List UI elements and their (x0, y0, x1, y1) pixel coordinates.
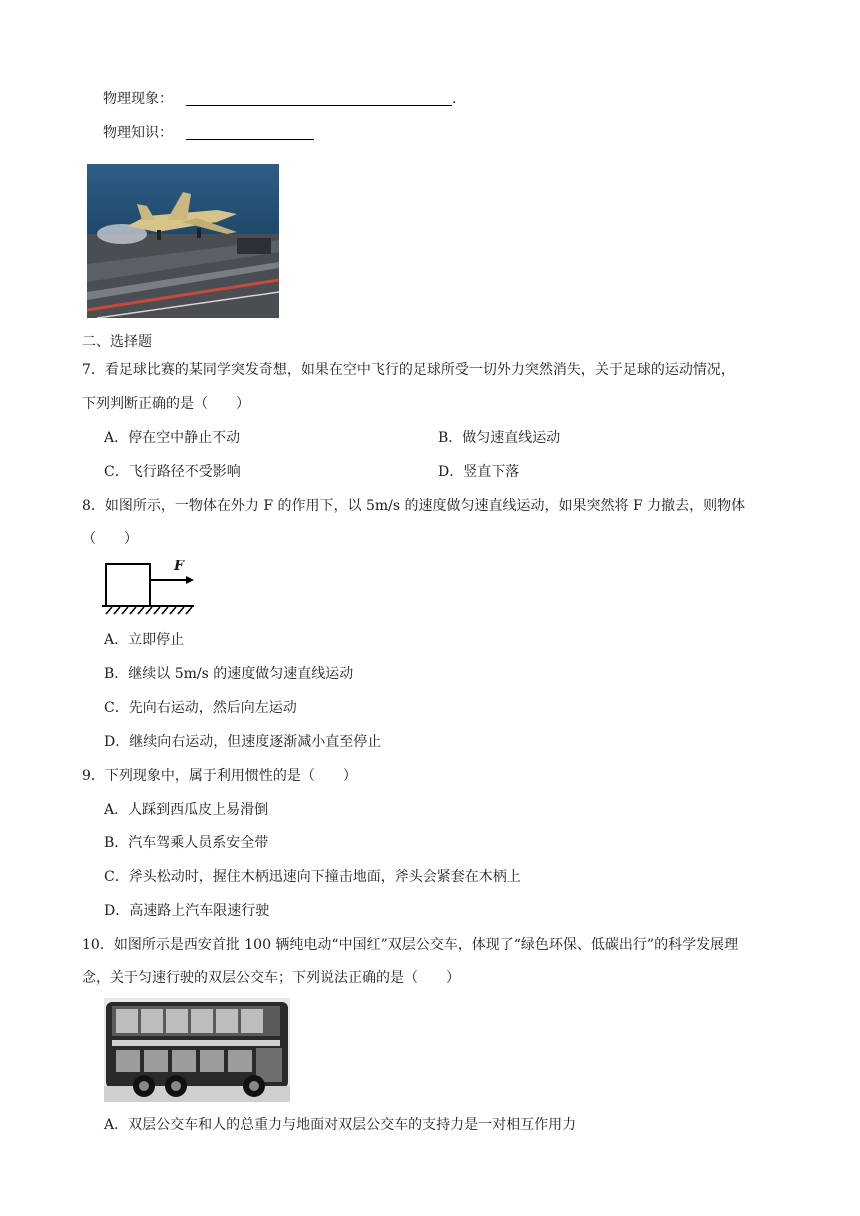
knowledge-label: 物理知识： (103, 125, 173, 141)
question-7-option-a[interactable]: A．停在空中静止不动 (104, 430, 241, 446)
phenomenon-end: . (452, 91, 457, 107)
question-9-option-c[interactable]: C．斧头松动时，握住木柄迅速向下撞击地面，斧头会紧套在木柄上 (104, 869, 521, 885)
question-9-option-d[interactable]: D．高速路上汽车限速行驶 (104, 903, 270, 919)
question-8-option-c[interactable]: C．先向右运动，然后向左运动 (104, 700, 297, 716)
question-7-stem-line2: 下列判断正确的是（ ） (82, 396, 250, 412)
knowledge-blank[interactable] (186, 124, 314, 140)
phenomenon-blank[interactable] (186, 90, 452, 106)
question-8-option-a[interactable]: A．立即停止 (104, 632, 185, 648)
question-7-option-c[interactable]: C．飞行路径不受影响 (104, 464, 241, 480)
question-9-option-b[interactable]: B．汽车驾乘人员系安全带 (104, 835, 269, 851)
knowledge-row (103, 123, 173, 143)
phenomenon-label: 物理现象： (103, 91, 173, 107)
question-10-stem-line1: 10．如图所示是西安首批 100 辆纯电动“中国红”双层公交车，体现了“绿色环保、低碳出行”的科学发展理 (82, 937, 739, 953)
section-title: 二、选择题 (82, 334, 152, 350)
question-9-option-a[interactable]: A．人踩到西瓜皮上易滑倒 (104, 802, 269, 818)
carrier-jet-photo (87, 164, 279, 318)
question-8-stem-line2: （ ） (82, 531, 138, 547)
question-10-stem-line2: 念，关于匀速行驶的双层公交车；下列说法正确的是（ ） (82, 970, 460, 986)
block-force-figure (102, 560, 196, 616)
phenomenon-row (103, 89, 173, 109)
question-7-stem-line1: 7．看足球比赛的某同学突发奇想，如果在空中飞行的足球所受一切外力突然消失，关于足球的运动情况， (82, 362, 735, 378)
question-8-option-b[interactable]: B．继续以 5m/s 的速度做匀速直线运动 (104, 666, 354, 682)
question-7-option-b[interactable]: B．做匀速直线运动 (438, 430, 561, 446)
question-10-option-a[interactable]: A．双层公交车和人的总重力与地面对双层公交车的支持力是一对相互作用力 (104, 1117, 577, 1133)
question-8-stem-line1: 8．如图所示，一物体在外力 F 的作用下，以 5m/s 的速度做匀速直线运动，如果突然将 F 力撤去，则物体 (82, 498, 746, 514)
question-9-stem-line1: 9．下列现象中，属于利用惯性的是（ ） (82, 768, 357, 784)
double-decker-bus-photo (104, 998, 290, 1102)
force-label: F (174, 560, 184, 574)
question-7-option-d[interactable]: D．竖直下落 (438, 464, 520, 480)
question-8-option-d[interactable]: D．继续向右运动，但速度逐渐减小直至停止 (104, 734, 382, 750)
